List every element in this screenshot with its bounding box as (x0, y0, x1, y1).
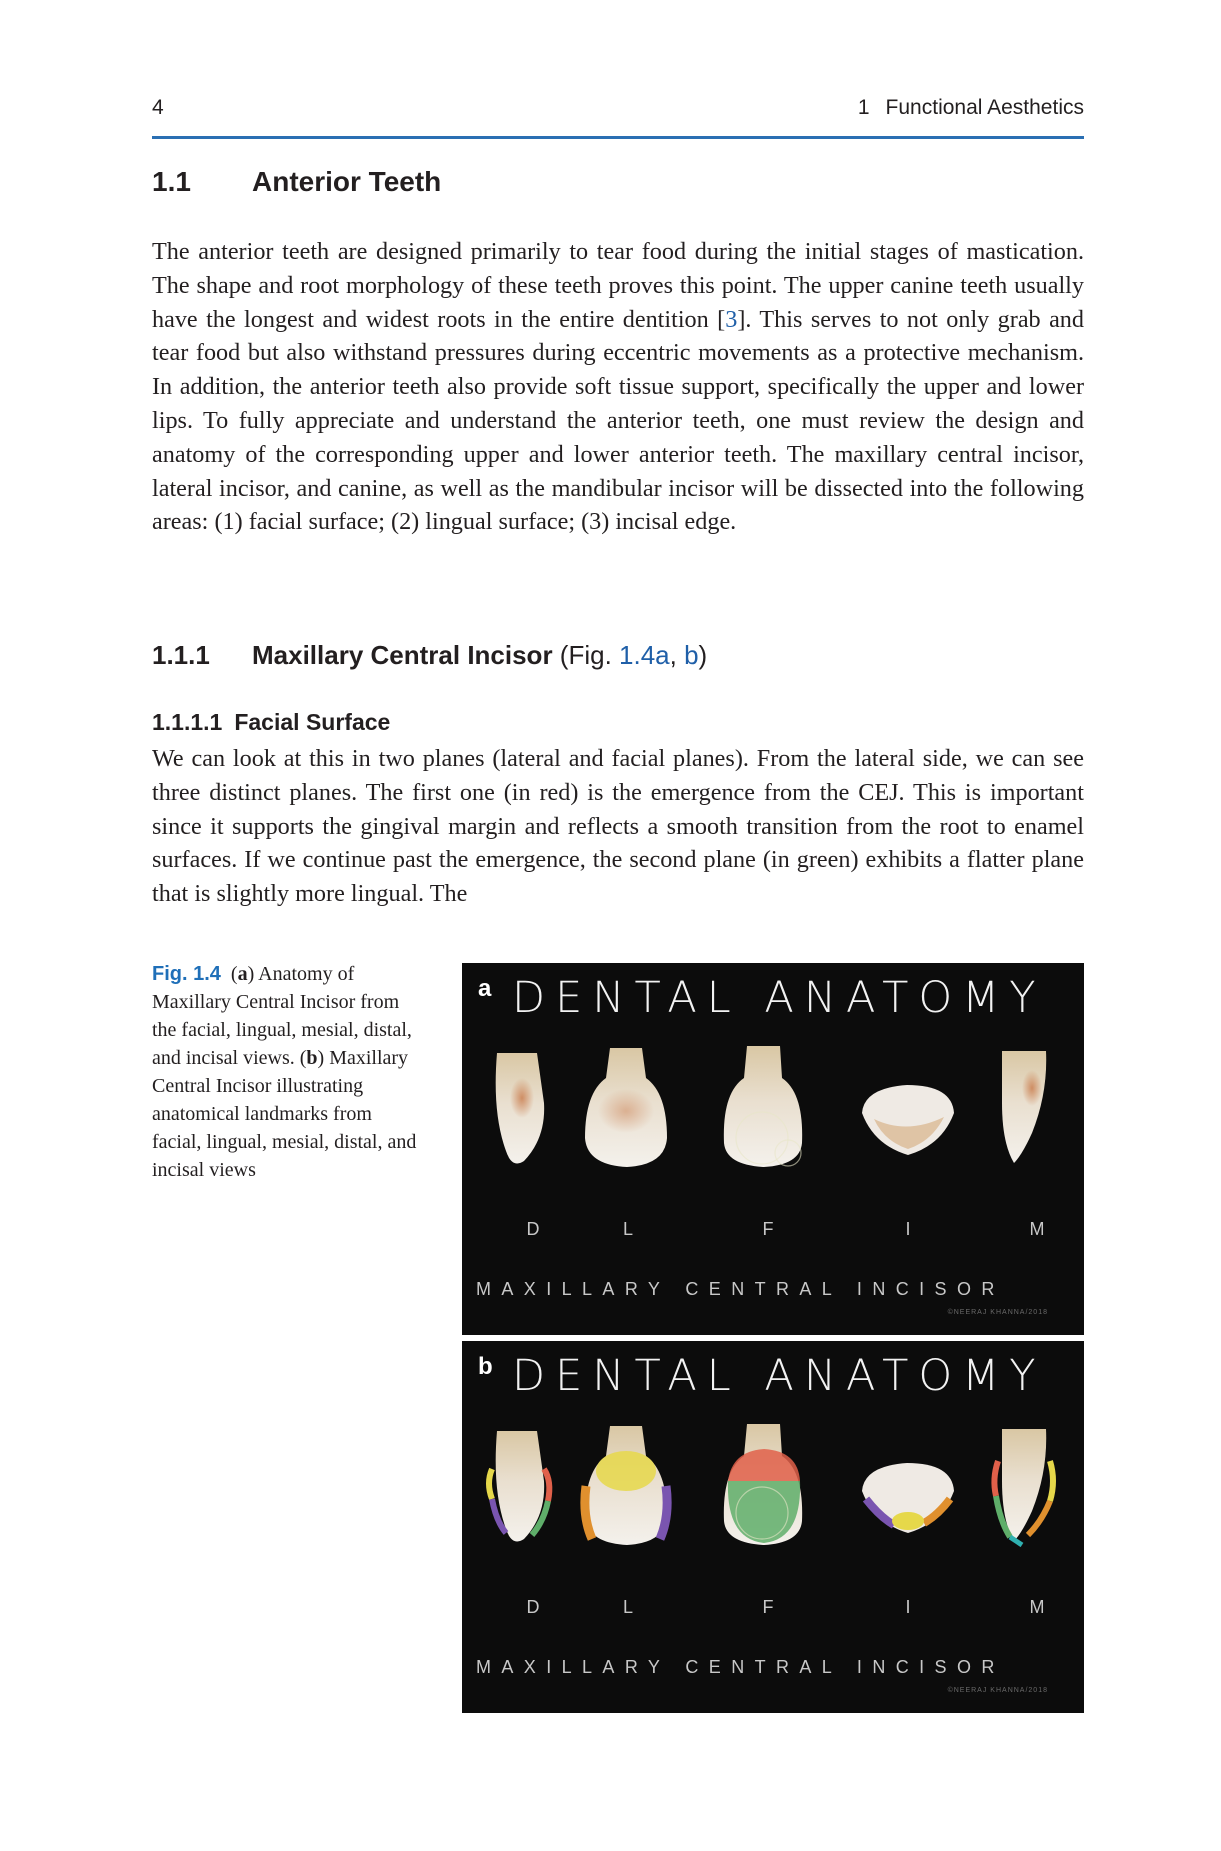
view-label-facial: F (762, 1219, 774, 1239)
caption-text: ) Maxillary Central Incisor illustrating anatomical landmarks from facial, lingual, mesial, distal, and incisal views (152, 1047, 417, 1181)
figref-text: ) (698, 640, 708, 670)
figure-panel-a (462, 963, 1084, 1335)
section-heading (152, 166, 441, 198)
section-title: Anterior Teeth (252, 166, 442, 197)
caption-text: ( (230, 963, 238, 985)
subsubsection-number: 1.1.1.1 (152, 709, 223, 735)
tooth-lingual-view-landmarks (585, 1426, 667, 1545)
panel-subtitle: MAXILLARY CENTRAL INCISOR (476, 1657, 1005, 1677)
paragraph-anterior-teeth (152, 235, 1084, 539)
paragraph-facial-surface: We can look at this in two planes (lateral and facial planes). From the lateral side, we can see three distinct planes. The first one (in red) is the emergence from the CEJ. This is important since it supports the gingival margin and reflects a smooth transition from the root to enamel surfaces. If we continue past the emergence, the second plane (in green) exhibits a flatter plane that is slightly more lingual. The (152, 745, 1084, 908)
view-label-mesial: M (1029, 1597, 1045, 1617)
view-label-lingual: L (622, 1219, 633, 1239)
copyright-credit: ©NEERAJ KHANNA/2018 (947, 1309, 1048, 1316)
figure-panel-b (462, 1341, 1084, 1713)
view-label-lingual: L (622, 1597, 633, 1617)
figref-text: , (669, 640, 685, 670)
panel-letter: b (478, 1353, 493, 1380)
caption-text: ) Anatomy of Maxillary Central Incisor from the facial, lingual, mesial, distal, and incisal views. ( (152, 963, 412, 1069)
subsubsection-title: Facial Surface (234, 709, 391, 735)
view-label-distal: D (526, 1597, 540, 1617)
tooth-incisal-view-landmarks (862, 1463, 954, 1533)
subsection-number: 1.1.1 (152, 640, 210, 670)
tooth-mesial-view-landmarks (994, 1429, 1053, 1545)
view-label-distal: D (526, 1219, 540, 1239)
tooth-mesial-view (1002, 1051, 1046, 1163)
panel-letter: a (478, 975, 492, 1002)
tooth-incisal-view (862, 1085, 954, 1155)
panel-title: DENTAL ANATOMY (512, 973, 1046, 1023)
view-label-mesial: M (1029, 1219, 1045, 1239)
figure-caption (152, 960, 417, 1184)
paragraph-text: ]. This serves to not only grab and tear food but also withstand pressures during eccentric movements as a protective mechanism. In addition, the anterior teeth also provide soft tissue support, specifically the upper and lower lips. To fully appreciate and understand the anterior teeth, one must review the design and anatomy of the corresponding upper and lower anterior teeth. The maxillary central incisor, lateral incisor, and canine, as well as the mandibular incisor will be dissected into the following areas: (1) facial surface; (2) lingual surface; (3) incisal edge. (152, 305, 1084, 536)
subsection-heading (152, 640, 707, 671)
running-header (152, 96, 1084, 139)
caption-panel-a: a (237, 963, 248, 985)
tooth-facial-view (724, 1046, 802, 1167)
tooth-distal-view (496, 1053, 544, 1163)
chapter-number: 1 (857, 96, 870, 119)
panel-title: DENTAL ANATOMY (512, 1351, 1046, 1401)
figure-reference (553, 640, 708, 670)
tooth-lingual-view (585, 1048, 667, 1167)
section-number: 1.1 (152, 166, 191, 197)
view-label-incisal: I (905, 1219, 911, 1239)
tooth-facial-view-landmarks (724, 1424, 802, 1545)
caption-panel-b: b (306, 1047, 318, 1069)
view-label-incisal: I (905, 1597, 911, 1617)
running-title (858, 96, 1084, 120)
copyright-credit: ©NEERAJ KHANNA/2018 (947, 1687, 1048, 1694)
teeth-landmarks-illustration (462, 1421, 1084, 1601)
figure-link-b[interactable]: b (684, 640, 699, 670)
paragraph-text: The anterior teeth are designed primarily to tear food during the initial stages of mastication. The shape and root morphology of these teeth proves this point. The upper canine teeth usually have the longest and widest roots in the entire dentition [ (152, 238, 1084, 333)
figure-label: Fig. 1.4 (152, 963, 221, 985)
tooth-distal-view-landmarks (489, 1431, 549, 1541)
view-label-facial: F (762, 1597, 774, 1617)
teeth-photo-illustration (462, 1043, 1084, 1223)
figref-text: (Fig. (552, 640, 620, 670)
subsection-title: Maxillary Central Incisor (252, 640, 553, 670)
citation-link[interactable]: 3 (725, 305, 738, 333)
figure-link-a[interactable]: 1.4a (619, 640, 670, 670)
subsubsection-heading (152, 709, 390, 736)
page-number: 4 (152, 96, 164, 119)
panel-subtitle: MAXILLARY CENTRAL INCISOR (476, 1279, 1005, 1299)
chapter-title: Functional Aesthetics (885, 96, 1084, 119)
